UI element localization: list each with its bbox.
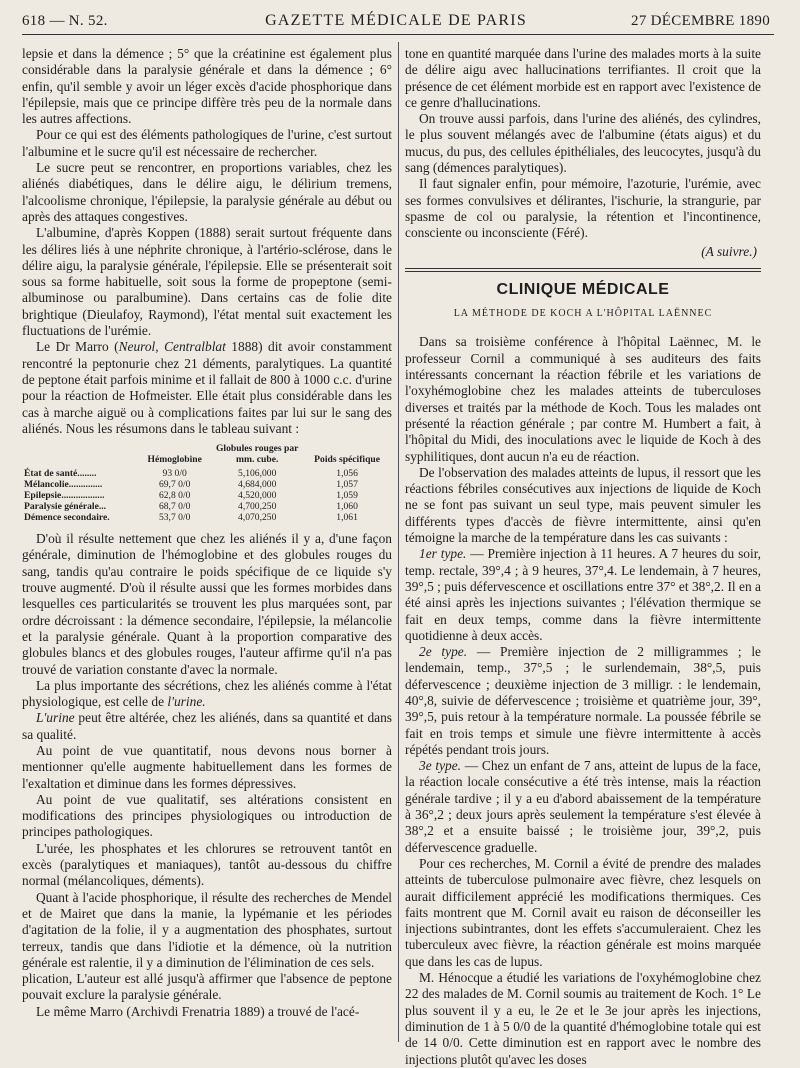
paragraph: [405, 758, 761, 856]
paragraph: [22, 339, 392, 437]
table-header: Poids spécifique: [314, 454, 381, 466]
text-run: Le Dr Marro (: [36, 339, 119, 355]
table-cell: 62,8 0/0: [158, 490, 191, 502]
table-cell: 4,684,000: [238, 479, 277, 491]
table-header: [22, 443, 137, 468]
table-cell: 68,7 0/0: [158, 501, 191, 513]
emphasis: l'urine.: [167, 694, 206, 710]
table-cell: 53,7 0/0: [158, 512, 191, 524]
paragraph: Au point de vue quantitatif, nous devons nous borner à mentionner qu'elle augmente habituellement dans les formes de l'exaltation et diminue dans les formes dépressives.: [22, 742, 392, 791]
table-header: Globules rouges par mm. cube.: [215, 443, 299, 466]
to-be-continued: (A suivre.): [701, 243, 757, 259]
header-rule: [22, 34, 774, 35]
paragraph: plication, L'auteur est allé jusqu'à affirmer que l'absence de peptone pouvait exclure la paralysie générale.: [22, 971, 392, 1003]
type-label: 3e type.: [419, 758, 462, 774]
table-header-row: [22, 443, 392, 468]
paragraph: Il faut signaler enfin, pour mémoire, l'azoturie, l'urémie, avec ses formes convulsives et délirantes, l'ischurie, la strangurie, par spasme de col ou paralysie, la rétention et l'incontinence, consciente ou inconsciente (Féré).: [405, 176, 761, 241]
table-cell: État de santé........: [24, 468, 97, 480]
table-cell: Epilepsie..................: [24, 490, 105, 502]
paragraph: [405, 546, 761, 644]
paragraph: [22, 678, 392, 711]
table-cell: 4,700,250: [238, 501, 277, 513]
paragraph: De l'observation des malades atteints de lupus, il ressort que les réactions fébriles consécutives aux injections de liquide de Koch ne se font pas suivant un seul type, mais peuvent simuler les différents types d'accès de fièvre intermittente, ainsi qu'en témoigne la marche de la température dans les cas suivants :: [405, 464, 761, 546]
issue-date: 27 DÉCEMBRE 1890: [631, 13, 770, 29]
citation: Neurol, Centralblat: [118, 339, 226, 355]
section-subtitle: LA MÉTHODE DE KOCH A L'HÔPITAL LAËNNEC: [453, 308, 713, 320]
table-cell: 4,520,000: [238, 490, 277, 502]
journal-title: GAZETTE MÉDICALE DE PARIS: [265, 12, 527, 29]
table-row: [22, 490, 392, 501]
table-row: [22, 512, 392, 523]
table-header: Hémoglobine: [147, 454, 202, 466]
paragraph: M. Hénocque a étudié les variations de l'oxyhémoglobine chez 22 des malades de M. Cornil soumis au traitement de Koch. 1° Le plus souvent il y a eu, le 2e et le 3e jour après les injections, diminution de 1 à 5 0/0 de la quantité d'hémoglobine totale qui est de 14 0/0. Cette diminution est en rapport avec le nombre des injections plutôt qu'avec les doses: [405, 970, 761, 1067]
table-row: [22, 501, 392, 512]
text-run: — Première injection de 2 milligrammes ; le lendemain, temp., 37°,5 ; le surlendemain, 38°,5, puis défervescence ; deuxième injection de 3 milligr. : le lendemain, 40°,8, suivie de défervescence ; troisième et quatrième jour, 39°, 39°,5, puis retour à la température normale. La poussée fébrile se fait en trois temps et simule une fièvre intermittente à accès répétés pendant trois jours.: [405, 644, 761, 757]
paragraph: L'urée, les phosphates et les chlorures se retrouvent tantôt en excès (paralytiques et maniaques), tantôt au-dessous du chiffre normal (mélancoliques, déments).: [22, 840, 392, 889]
section-title: CLINIQUE MÉDICALE: [496, 280, 670, 298]
text-run: La plus importante des sécrétions, chez les aliénés comme à l'état physiologique, est celle de: [22, 677, 392, 710]
paragraph: tone en quantité marquée dans l'urine des malades morts à la suite de délire aigu avec hallucinations terrifiantes. Il croit que la présence de cet élément morbide est en rapport avec l'existence de ce genre d'hallucinations.: [405, 46, 761, 110]
table-cell: 4,070,250: [238, 512, 277, 524]
page-number: 618 — N. 52.: [22, 13, 108, 29]
text-run: 1888) dit avoir constamment rencontré la peptonurie chez 21 déments, paralytiques. La quantité de peptone était parfois minime et il fallait de 800 à 1000 c.c. d'urine pour la réaction de Hofmeister. Elle était plus considérable dans les cas à marche aiguë ou à complications faites par lui sur le sang des aliénés. Nous les résumons dans le tableau suivant :: [22, 339, 392, 436]
paragraph: [22, 710, 392, 743]
table-cell: Démence secondaire.: [24, 512, 110, 524]
paragraph: Au point de vue qualitatif, ses altérations consistent en modifications des principes physiologiques ou introduction de principes pathologiques.: [22, 791, 392, 840]
table-cell: 1,057: [336, 479, 358, 491]
paragraph: D'où il résulte nettement que chez les aliénés il y a, d'une façon générale, diminution de l'hémoglobine et des globules rouges du sang, tandis qu'au contraire le poids spécifique de ce liquide s'y trouve augmenté. D'où il résulte aussi que les formes morbides dans lesquelles ces particularités se trouvent les plus marquées sont, par ordre décroissant : la démence secondaire, l'épilepsie, la mélancolie et la paralysie générale. Quant à la proportion comparative des globules blancs et des globules rouges, l'auteur affirme qu'il n'a pas trouvé de variation constante d'avec la normale.: [22, 531, 392, 677]
left-column: [22, 46, 392, 1046]
table-cell: 1,060: [336, 501, 358, 513]
page-header: [22, 10, 770, 34]
section-rule: [405, 268, 761, 269]
table-cell: 93 0/0: [162, 468, 187, 480]
paragraph: lepsie et dans la démence ; 5° que la créatinine est également plus considérable dans la paralysie générale et dans la démence ; 6° enfin, qu'il semble y avoir un léger excès d'acide phosphorique dans l'épilepsie, mais que ce principe diffère très peu de la normale dans les autres affections.: [22, 46, 392, 127]
paragraph: Quant à l'acide phosphorique, il résulte des recherches de Mendel et de Mairet que dans la manie, la lypémanie et les périodes d'agitation de la folie, il y a augmentation des phosphates, surtout terreux, tandis que dans l'idiotie et la démence, où la nutrition générale est ralentie, il y a diminution de l'élimination de ces sels.: [22, 889, 392, 970]
blood-table: [22, 443, 392, 523]
paragraph: [405, 644, 761, 758]
text-run: — Chez un enfant de 7 ans, atteint de lupus de la face, la réaction locale consécutive a été très intense, mais la réaction générale tardive ; il y a eu d'abord abaissement de la température à 36°,2 ; deux jours après seulement la température s'est élevée à 38°,2 et a ensuite baissé ; le troisième jour, 39°,2, puis défervescence graduelle.: [405, 758, 761, 855]
table-row: [22, 479, 392, 490]
paragraph: Le même Marro (Archivdi Frenatria 1889) a trouvé de l'acé-: [36, 1003, 360, 1019]
paragraph: Pour ces recherches, M. Cornil a évité de prendre des malades atteints de tuberculose pulmonaire avec fièvre, chez lesquels on aurait difficilement apprécié les modifications thermiques. Ces faits montrent que M. Cornil avait eu raison de déconseiller les injections subintrantes, dont les effets s'accumuleraient. Chez les tuberculeux avec fièvre, la réaction générale est moins marquée que dans les cas de lupus.: [405, 855, 761, 969]
table-cell: 5,106,000: [238, 468, 277, 480]
type-label: 1er type.: [419, 546, 467, 562]
paragraph: Pour ce qui est des éléments pathologiques de l'urine, c'est surtout l'albumine et le sucre qu'il est nécessaire de rechercher.: [22, 127, 392, 159]
paragraph: On trouve aussi parfois, dans l'urine des aliénés, des cylindres, le plus souvent mélangés avec de l'albumine (états aigus) et du mucus, du pus, des cellules épithéliales, des leucocytes, jusqu'à du sang (démences paralytiques).: [405, 111, 761, 176]
paragraph: L'albumine, d'après Koppen (1888) serait surtout fréquente dans les délires liés à une néphrite chronique, à l'artério-sclérose, dans le délire aigu, la paralysie générale, l'épilepsie. Elle se présenterait soit sous sa forme habituelle, soit sous la forme de propeptone (semi-albuminose ou paralbumine). Dans certains cas de folie dite brightique (Dieulafoy, Raymond), l'état mental suit exactement les fluctuations de l'urémie.: [22, 225, 392, 339]
paragraph: Dans sa troisième conférence à l'hôpital Laënnec, M. le professeur Cornil a communiqué à ses auditeurs des faits intéressants concernant la réaction fébrile et les variations de l'oxyhémoglobine chez les malades atteints de tuberculoses diverses et traités par la méthode de Koch. Tous les malades ont présenté la réaction générale ; par contre M. Humbert a fait, à l'hôpital du Midi, des inoculations avec le liquide de Koch à des syphilitiques, dont aucun n'a eu de réaction.: [405, 334, 761, 464]
table-row: [22, 468, 392, 479]
right-column: [405, 46, 761, 1067]
paragraph: Le sucre peut se rencontrer, en proportions variables, chez les aliénés diabétiques, dans le délire aigu, le délirium tremens, l'alcoolisme chronique, l'épilepsie, la paralysie générale au début ou après des attaques congestives.: [22, 160, 392, 224]
table-cell: 1,059: [336, 490, 358, 502]
table-cell: 1,061: [336, 512, 358, 524]
type-label: 2e type.: [419, 644, 468, 660]
table-cell: Mélancolie..............: [24, 479, 103, 491]
text-run: peut être altérée, chez les aliénés, dans sa quantité et dans sa qualité.: [22, 710, 392, 742]
text-run: — Première injection à 11 heures. A 7 heures du soir, temp. rectale, 39°,4 ; à 9 heures, 37°,4. Le lendemain, à 7 heures, 39°,5 ; puis défervescence et oscillations entre 37° et 38°,2. Il en a été ainsi après les injections suivantes ; l'élévation thermique se fait en deux temps, comme dans la fièvre intermittente quotidienne à deux accès.: [405, 546, 761, 643]
table-cell: 1,056: [336, 468, 358, 480]
emphasis: L'urine: [36, 710, 75, 726]
section-rule: [405, 271, 761, 272]
table-cell: Paralysie générale...: [24, 501, 107, 513]
column-separator: [398, 42, 399, 1042]
table-cell: 69,7 0/0: [158, 479, 191, 491]
